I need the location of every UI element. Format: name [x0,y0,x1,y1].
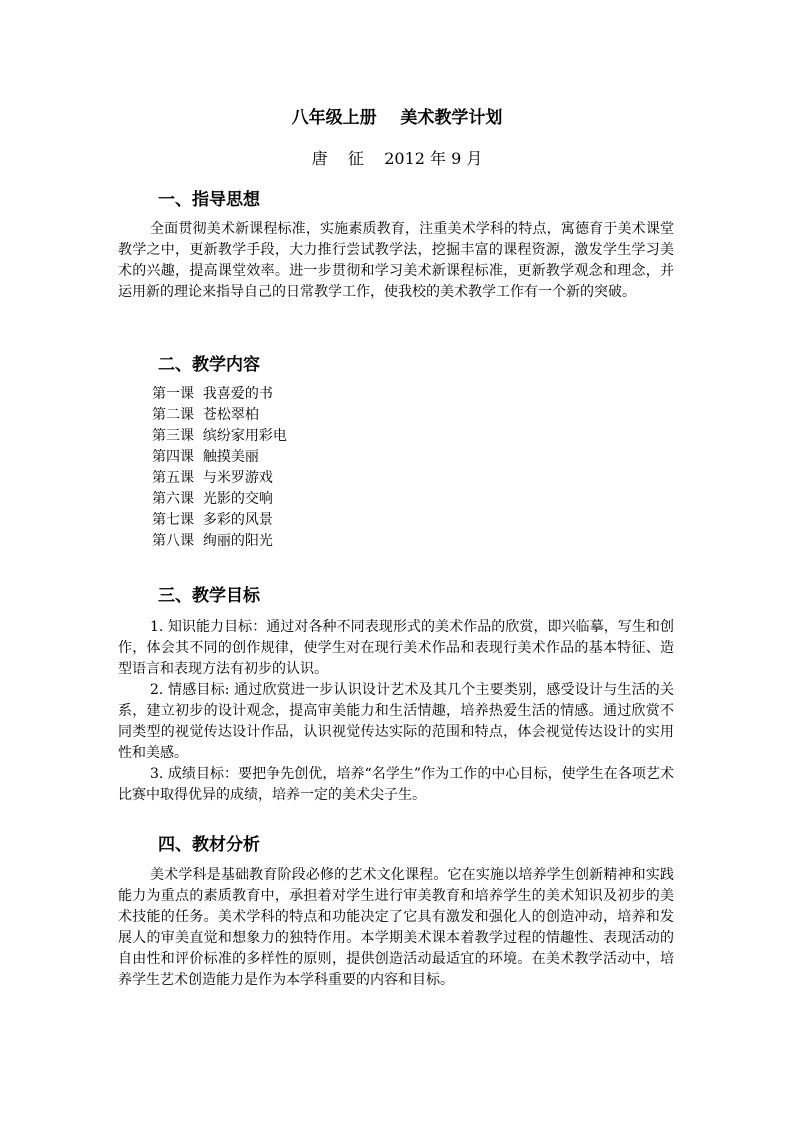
list-item: 第七课 多彩的风景 [152,512,273,528]
section-heading-textbook-analysis: 四、教材分析 [158,835,260,855]
list-item: 第八课 绚丽的阳光 [152,533,273,549]
section-heading-guiding-ideology: 一、指导思想 [158,190,260,210]
paragraph-emotion-goal: 2. 情感目标: 通过欣赏进一步认识设计艺术及其几个主要类别，感受设计与生活的关系，建立初步的设计观念，提高审美能力和生活情趣，培养热爱生活的情感。通过欣赏不同类型的视觉传达设计作品，认识视觉传达实际的范围和特点，体会视觉传达设计的实用性和美感。 [118,682,674,761]
paragraph-achievement-goal: 3. 成绩目标：要把争先创优，培养“名学生”作为工作的中心目标，使学生在各项艺术比赛中取得优异的成绩，培养一定的美术尖子生。 [118,766,674,803]
paragraph-guiding-ideology: 全面贯彻美术新课程标准，实施素质教育，注重美术学科的特点，寓德育于美术课堂教学之中，更新教学手段，大力推行尝试教学法，挖掘丰富的课程资源，激发学生学习美术的兴趣，提高课堂效率。进一步贯彻和学习美术新课程标准，更新教学观念和理念，并运用新的理论来指导自己的日常教学工作，使我校的美术教学工作有一个新的突破。 [118,221,674,300]
lesson-list [152,384,287,552]
list-item: 第六课 光影的交响 [152,491,273,507]
paragraph-textbook-analysis: 美术学科是基础教育阶段必修的艺术文化课程。它在实施以培养学生创新精神和实践能力为重点的素质教育中，承担着对学生进行审美教育和培养学生的美术知识及初步的美术技能的任务。美术学科的特点和功能决定了它具有激发和强化人的创造冲动，培养和发展人的审美直觉和想象力的独特作用。本学期美术课本着教学过程的情趣性、表现活动的自由性和评价标准的多样性的原则，提供创造活动最适宜的环境。在美术教学活动中，培养学生艺术创造能力是作为本学科重要的内容和目标。 [118,867,674,988]
document-title: 八年级上册 美术教学计划 [291,108,503,128]
section-heading-teaching-goals: 三、教学目标 [158,586,260,606]
list-item: 第五课 与米罗游戏 [152,470,273,486]
list-item: 第四课 触摸美丽 [152,449,259,465]
list-item: 第三课 缤纷家用彩电 [152,428,287,444]
list-item: 第二课 苍松翠柏 [152,407,259,423]
section-heading-teaching-content: 二、教学内容 [158,355,260,375]
author-date-line: 唐 征 2012 年 9 月 [311,149,483,168]
paragraph-knowledge-goal: 1. 知识能力目标：通过对各种不同表现形式的美术作品的欣赏，即兴临摹，写生和创作，体会其不同的创作规律，使学生对在现行美术作品和表现行美术作品的基本特征、造型语言和表现方法有初步的认识。 [118,619,674,677]
list-item: 第一课 我喜爱的书 [152,386,273,402]
